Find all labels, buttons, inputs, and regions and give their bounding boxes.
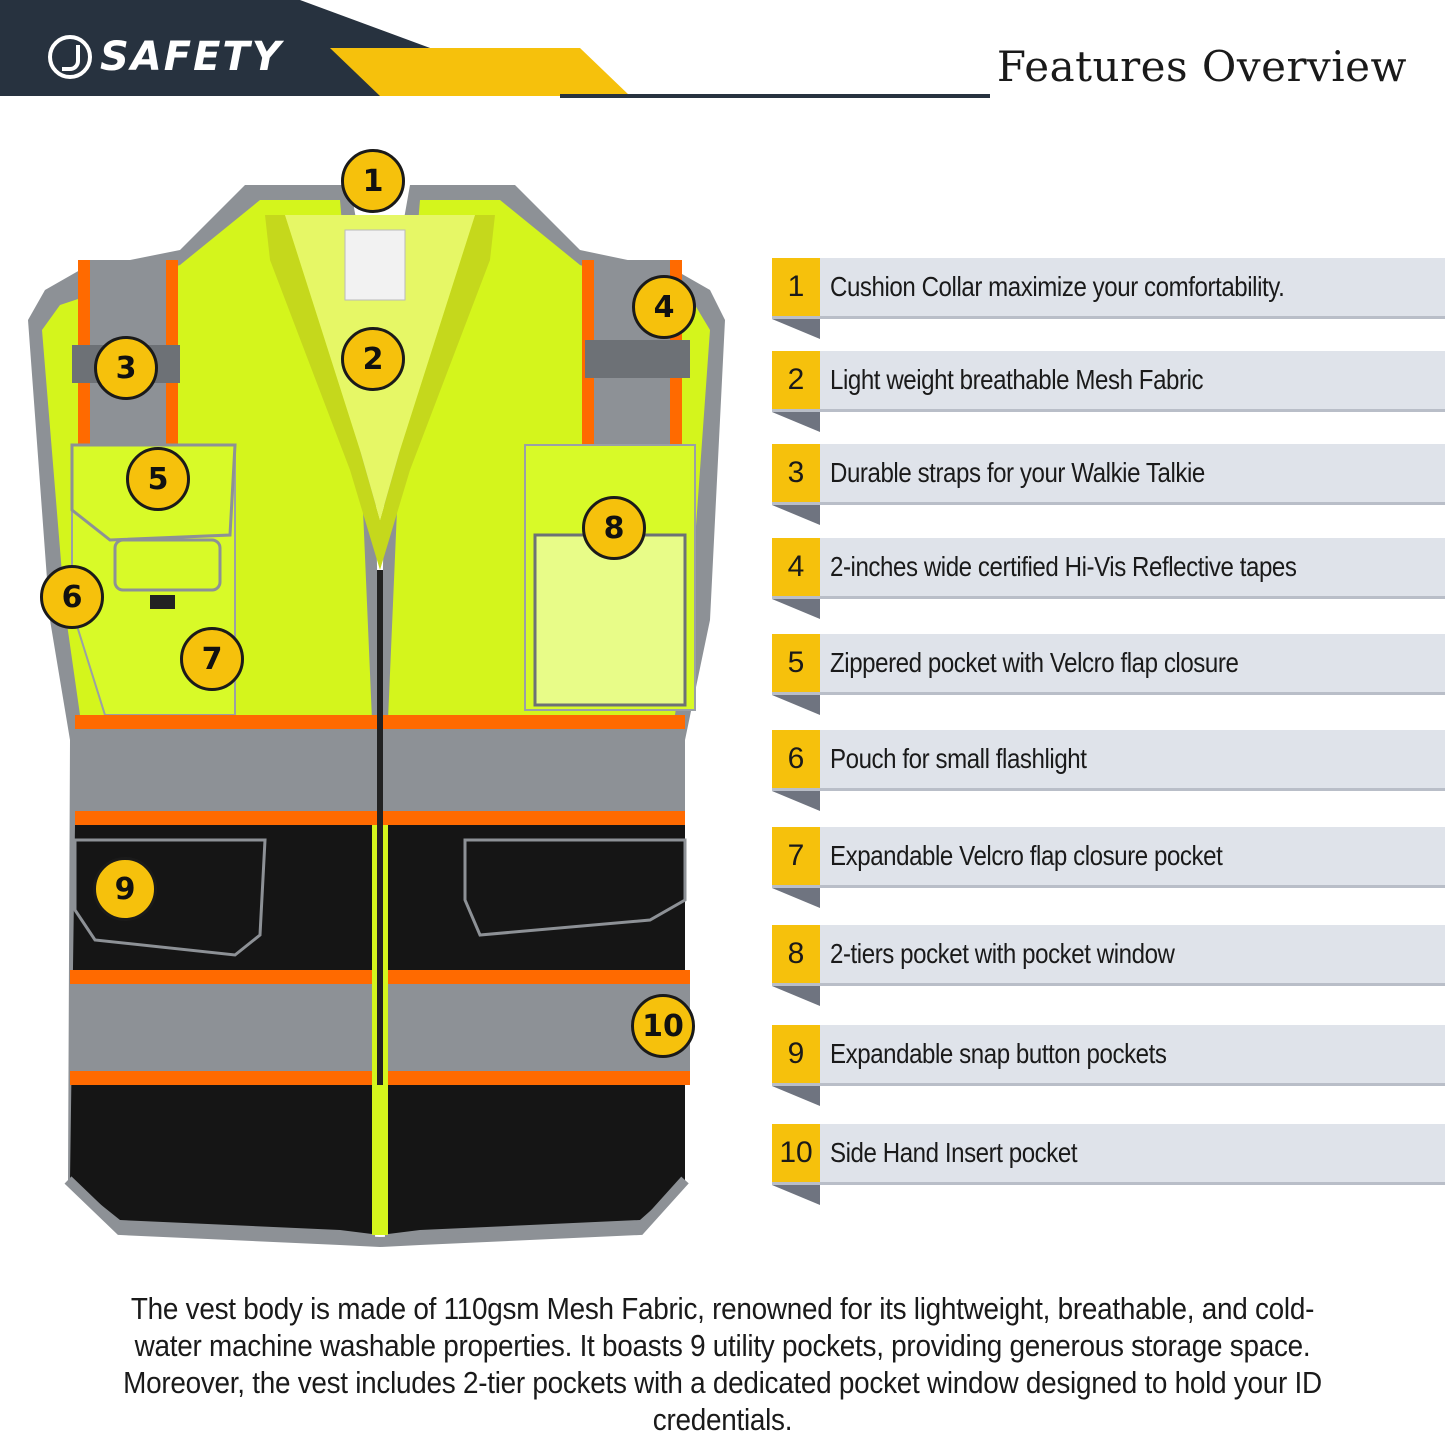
feature-fold	[772, 1086, 820, 1106]
feature-fold	[772, 1185, 820, 1205]
feature-number: 5	[772, 634, 820, 692]
feature-item-10	[772, 1124, 1445, 1194]
feature-item-1	[772, 258, 1445, 328]
feature-item-8	[772, 925, 1445, 995]
feature-label: 2-tiers pocket with pocket window	[830, 938, 1175, 969]
callout-5: 5	[126, 447, 190, 511]
feature-item-6	[772, 730, 1445, 800]
feature-fold	[772, 319, 820, 339]
feature-label: Side Hand Insert pocket	[830, 1137, 1078, 1168]
brand-name: SAFETY	[100, 34, 283, 80]
feature-item-2	[772, 351, 1445, 421]
feature-fold	[772, 412, 820, 432]
callout-9: 9	[93, 857, 157, 921]
feature-fold	[772, 505, 820, 525]
feature-label: Expandable Velcro flap closure pocket	[830, 840, 1223, 871]
feature-number: 8	[772, 925, 820, 983]
feature-number: 7	[772, 827, 820, 885]
feature-number: 6	[772, 730, 820, 788]
feature-label: 2-inches wide certified Hi-Vis Reflective tapes	[830, 551, 1297, 582]
product-description	[40, 1290, 1405, 1438]
vest-illustration	[20, 140, 740, 1250]
callout-10: 10	[631, 994, 695, 1058]
callout-2: 2	[341, 327, 405, 391]
feature-label: Zippered pocket with Velcro flap closure	[830, 647, 1239, 678]
callout-8: 8	[582, 496, 646, 560]
feature-number: 2	[772, 351, 820, 409]
feature-item-5	[772, 634, 1445, 704]
feature-fold	[772, 695, 820, 715]
feature-item-3	[772, 444, 1445, 514]
feature-number: 10	[772, 1124, 820, 1182]
feature-fold	[772, 791, 820, 811]
feature-item-4	[772, 538, 1445, 608]
feature-fold	[772, 599, 820, 619]
feature-number: 9	[772, 1025, 820, 1083]
feature-item-7	[772, 827, 1445, 897]
brand-logo-mark-icon	[48, 35, 92, 79]
feature-label: Durable straps for your Walkie Talkie	[830, 457, 1205, 488]
callout-3: 3	[94, 336, 158, 400]
feature-number: 1	[772, 258, 820, 316]
brand-logo	[48, 32, 283, 82]
feature-fold	[772, 986, 820, 1006]
description-text: The vest body is made of 110gsm Mesh Fabric, renowned for its lightweight, breathable, and cold-water machine washable properties. It boasts 9 utility pockets, providing generous storage space. Moreover, the vest includes 2-tier pockets with a dedicated pocket window designed to hold your ID credentials.	[123, 1291, 1322, 1437]
callout-6: 6	[40, 565, 104, 629]
feature-label: Light weight breathable Mesh Fabric	[830, 364, 1204, 395]
feature-item-9	[772, 1025, 1445, 1095]
header-banner	[0, 0, 1445, 110]
page-title: Features Overview	[996, 42, 1407, 91]
feature-number: 3	[772, 444, 820, 502]
feature-number: 4	[772, 538, 820, 596]
feature-label: Cushion Collar maximize your comfortability.	[830, 271, 1285, 302]
callout-4: 4	[632, 275, 696, 339]
feature-fold	[772, 888, 820, 908]
feature-label: Expandable snap button pockets	[830, 1038, 1167, 1069]
callout-1: 1	[341, 149, 405, 213]
feature-label: Pouch for small flashlight	[830, 743, 1087, 774]
callout-7: 7	[180, 627, 244, 691]
